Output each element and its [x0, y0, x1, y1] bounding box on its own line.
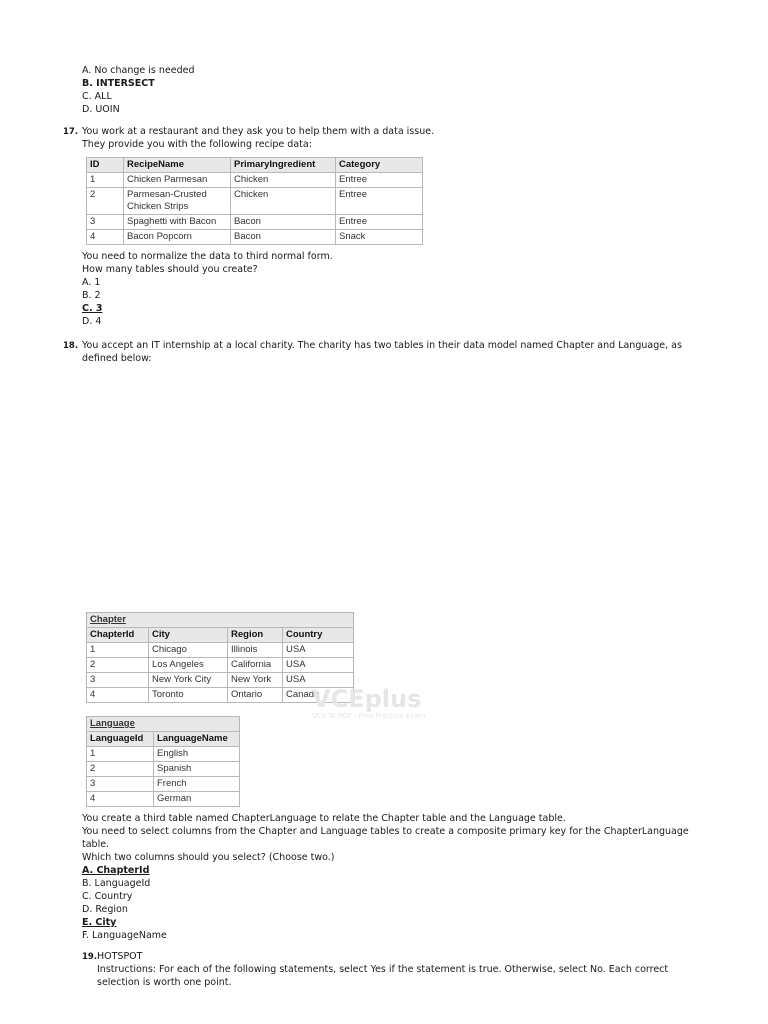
table-cell: USA [283, 673, 354, 688]
table-cell: Canada [283, 688, 354, 703]
option-a: A. 1 [82, 277, 101, 288]
question-19-line-1: Instructions: For each of the following statements, select Yes if the statement is true. Otherwise, select No. Each correct [97, 964, 669, 975]
table-cell: Entree [336, 215, 423, 230]
caption-fill [149, 613, 228, 628]
header-languageid: LanguageId [87, 732, 154, 747]
table-header-row [87, 732, 240, 747]
header-city: City [149, 628, 228, 643]
table-cell: Bacon [231, 230, 336, 245]
table-caption-row [87, 613, 354, 628]
table-row [87, 215, 423, 230]
table-cell: New York [228, 673, 283, 688]
table-cell: 1 [87, 173, 124, 188]
table-cell: Los Angeles [149, 658, 228, 673]
option-c: C. Country [82, 891, 133, 902]
table-cell: Parmesan-Crusted Chicken Strips [124, 188, 231, 215]
table-caption-row [87, 717, 240, 732]
watermark-tagline: VCE To PDF - Free Practice Exam [312, 712, 426, 720]
table-cell: Chicken [231, 188, 336, 215]
table-cell: Chicken Parmesan [124, 173, 231, 188]
question-19-title: HOTSPOT [97, 951, 143, 962]
option-b: B. LanguageId [82, 878, 151, 889]
table-cell: Snack [336, 230, 423, 245]
question-18-prompt: Which two columns should you select? (Choose two.) [82, 852, 335, 863]
header-chapterid: ChapterId [87, 628, 149, 643]
question-18-instruction: You need to select columns from the Chapter and Language tables to create a composite primary key for the ChapterLanguage [82, 826, 689, 837]
table-cell: Entree [336, 173, 423, 188]
question-18-followup [82, 812, 689, 942]
question-18-context: You create a third table named ChapterLanguage to relate the Chapter table and the Language table. [82, 813, 566, 824]
table-cell: New York City [149, 673, 228, 688]
header-region: Region [228, 628, 283, 643]
table-row [87, 792, 240, 807]
table-cell: English [154, 747, 240, 762]
table-cell: Spaghetti with Bacon [124, 215, 231, 230]
table-cell: 4 [87, 230, 124, 245]
header-recipename: RecipeName [124, 158, 231, 173]
question-17-instruction: You need to normalize the data to third normal form. [82, 251, 333, 262]
chapter-caption: Chapter [87, 613, 149, 628]
table-row [87, 658, 354, 673]
option-a: A. No change is needed [82, 65, 195, 76]
table-cell: French [154, 777, 240, 792]
language-caption: Language [87, 717, 154, 732]
caption-fill [228, 613, 283, 628]
header-category: Category [336, 158, 423, 173]
watermark [312, 686, 425, 721]
caption-fill [154, 717, 240, 732]
option-d: D. 4 [82, 316, 102, 327]
table-header-row [87, 158, 423, 173]
option-d: D. UOIN [82, 104, 120, 115]
table-row [87, 643, 354, 658]
table-cell: Chicago [149, 643, 228, 658]
table-header-row [87, 628, 354, 643]
table-cell: Bacon [231, 215, 336, 230]
caption-fill [283, 613, 354, 628]
question-18-line-2: defined below: [82, 353, 152, 364]
option-c-correct: C. 3 [82, 303, 103, 314]
header-country: Country [283, 628, 354, 643]
question-19-line-2: selection is worth one point. [97, 977, 232, 988]
table-cell: 2 [87, 658, 149, 673]
option-f: F. LanguageName [82, 930, 167, 941]
option-e-correct: E. City [82, 917, 117, 928]
question-18-line-1: You accept an IT internship at a local charity. The charity has two tables in their data model named Chapter and Language, as [82, 340, 682, 351]
table-cell: Entree [336, 188, 423, 215]
table-cell: 3 [87, 673, 149, 688]
table-cell: 4 [87, 688, 149, 703]
question-18-instruction-cont: table. [82, 839, 110, 850]
question-17-line-2: They provide you with the following recipe data: [82, 139, 312, 150]
table-row [87, 173, 423, 188]
table-cell: 3 [87, 777, 154, 792]
table-row [87, 230, 423, 245]
table-cell: Bacon Popcorn [124, 230, 231, 245]
recipe-table [86, 157, 423, 245]
table-cell: German [154, 792, 240, 807]
header-id: ID [87, 158, 124, 173]
question-17-prompt: How many tables should you create? [82, 264, 258, 275]
option-c: C. ALL [82, 91, 112, 102]
table-row [87, 188, 423, 215]
header-languagename: LanguageName [154, 732, 240, 747]
table-row [87, 777, 240, 792]
option-b: B. INTERSECT [82, 78, 155, 89]
language-table [86, 716, 240, 807]
table-cell: USA [283, 658, 354, 673]
question-17-line-1: You work at a restaurant and they ask you to help them with a data issue. [82, 126, 435, 137]
table-row [87, 747, 240, 762]
table-cell: 3 [87, 215, 124, 230]
question-18-number: 18. [63, 341, 79, 351]
question-17-number: 17. [63, 127, 79, 137]
option-a-correct: A. ChapterId [82, 865, 150, 876]
table-cell: California [228, 658, 283, 673]
option-b: B. 2 [82, 290, 101, 301]
table-cell: Spanish [154, 762, 240, 777]
header-primaryingredient: PrimaryIngredient [231, 158, 336, 173]
question-19-number: 19. [82, 952, 98, 962]
table-cell: 1 [87, 643, 149, 658]
table-row [87, 762, 240, 777]
prev-question-options [82, 64, 195, 116]
table-cell: Illinois [228, 643, 283, 658]
table-cell: USA [283, 643, 354, 658]
table-cell: 4 [87, 792, 154, 807]
watermark-brand: VCEplus [312, 685, 422, 713]
question-17-text [82, 125, 434, 151]
table-cell: Chicken [231, 173, 336, 188]
table-cell: 2 [87, 188, 124, 215]
table-cell: 1 [87, 747, 154, 762]
table-cell: Ontario [228, 688, 283, 703]
question-18-text [82, 339, 682, 365]
option-d: D. Region [82, 904, 128, 915]
question-19-text [97, 963, 668, 989]
table-cell: Toronto [149, 688, 228, 703]
question-17-followup [82, 250, 333, 328]
table-cell: 2 [87, 762, 154, 777]
